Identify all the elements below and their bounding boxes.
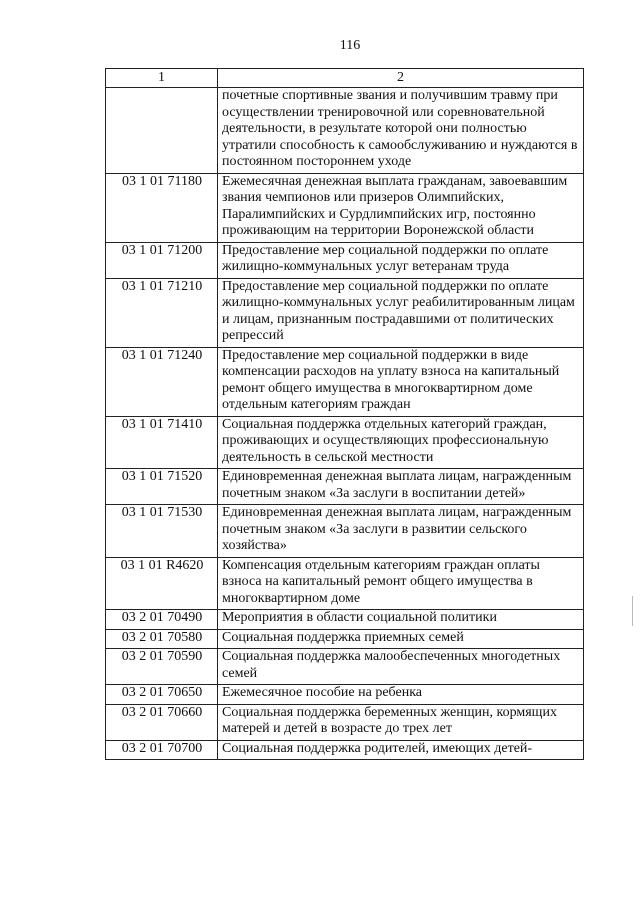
table-body bbox=[106, 88, 584, 760]
expense-description: Ежемесячная денежная выплата гражданам, завоевавшим звания чемпионов или призеров Олимпийских, Паралимпийских и Сурдлимпийских игр, постоянно проживающим на территории Воронежской области bbox=[218, 173, 584, 242]
expense-description: Предоставление мер социальной поддержки по оплате жилищно-коммунальных услуг ветеранам труда bbox=[218, 242, 584, 278]
classification-code: 03 2 01 70660 bbox=[106, 704, 218, 740]
expense-description: Предоставление мер социальной поддержки по оплате жилищно-коммунальных услуг реабилитированным лицам и лицам, признанным пострадавшими от политических репрессий bbox=[218, 278, 584, 347]
table-row bbox=[106, 505, 584, 558]
table-row bbox=[106, 649, 584, 685]
classification-code: 03 1 01 71530 bbox=[106, 505, 218, 558]
expense-description: Мероприятия в области социальной политики bbox=[218, 610, 584, 630]
classification-code: 03 1 01 71240 bbox=[106, 347, 218, 416]
table-row bbox=[106, 416, 584, 469]
table-row bbox=[106, 173, 584, 242]
table-row bbox=[106, 629, 584, 649]
table-row bbox=[106, 740, 584, 760]
expense-description: Предоставление мер социальной поддержки в виде компенсации расходов на уплату взноса на капитальный ремонт общего имущества в многоквартирном доме отдельным категориям граждан bbox=[218, 347, 584, 416]
classification-code: 03 1 01 71180 bbox=[106, 173, 218, 242]
table-row bbox=[106, 469, 584, 505]
table-row bbox=[106, 557, 584, 610]
classification-code bbox=[106, 88, 218, 174]
table-row bbox=[106, 610, 584, 630]
classification-code: 03 1 01 71520 bbox=[106, 469, 218, 505]
expense-description: Социальная поддержка малообеспеченных многодетных семей bbox=[218, 649, 584, 685]
classification-code: 03 2 01 70490 bbox=[106, 610, 218, 630]
page-number: 116 bbox=[339, 38, 361, 53]
expense-description: Компенсация отдельным категориям граждан оплаты взноса на капитальный ремонт общего имущества в многоквартирном доме bbox=[218, 557, 584, 610]
column-header-1: 1 bbox=[106, 69, 218, 88]
scan-edge-mark bbox=[632, 596, 633, 626]
classification-code: 03 1 01 71200 bbox=[106, 242, 218, 278]
classification-code: 03 2 01 70590 bbox=[106, 649, 218, 685]
table-header-row bbox=[106, 69, 584, 88]
table-row bbox=[106, 347, 584, 416]
classification-code: 03 1 01 71410 bbox=[106, 416, 218, 469]
table-header bbox=[106, 69, 584, 88]
table-row bbox=[106, 685, 584, 705]
column-header-2: 2 bbox=[218, 69, 584, 88]
classification-code: 03 2 01 70580 bbox=[106, 629, 218, 649]
expense-description: Социальная поддержка отдельных категорий граждан, проживающих и осуществляющих профессиональную деятельность в сельской местности bbox=[218, 416, 584, 469]
classification-code: 03 1 01 R4620 bbox=[106, 557, 218, 610]
classification-code: 03 2 01 70700 bbox=[106, 740, 218, 760]
expense-description: Социальная поддержка беременных женщин, кормящих матерей и детей в возрасте до трех лет bbox=[218, 704, 584, 740]
expense-description: Ежемесячное пособие на ребенка bbox=[218, 685, 584, 705]
classification-code: 03 2 01 70650 bbox=[106, 685, 218, 705]
expense-description: почетные спортивные звания и получившим травму при осуществлении тренировочной или соревновательной деятельности, в результате которой они полностью утратили способность к самообслуживанию и нуждаются в постоянном постороннем уходе bbox=[218, 88, 584, 174]
expense-description: Единовременная денежная выплата лицам, награжденным почетным знаком «За заслуги в воспитании детей» bbox=[218, 469, 584, 505]
expense-description: Единовременная денежная выплата лицам, награжденным почетным знаком «За заслуги в развитии сельского хозяйства» bbox=[218, 505, 584, 558]
table-row bbox=[106, 242, 584, 278]
expense-description: Социальная поддержка родителей, имеющих детей- bbox=[218, 740, 584, 760]
table-row bbox=[106, 278, 584, 347]
table-row bbox=[106, 704, 584, 740]
table-row bbox=[106, 88, 584, 174]
budget-classification-table bbox=[105, 68, 584, 760]
classification-code: 03 1 01 71210 bbox=[106, 278, 218, 347]
expense-description: Социальная поддержка приемных семей bbox=[218, 629, 584, 649]
